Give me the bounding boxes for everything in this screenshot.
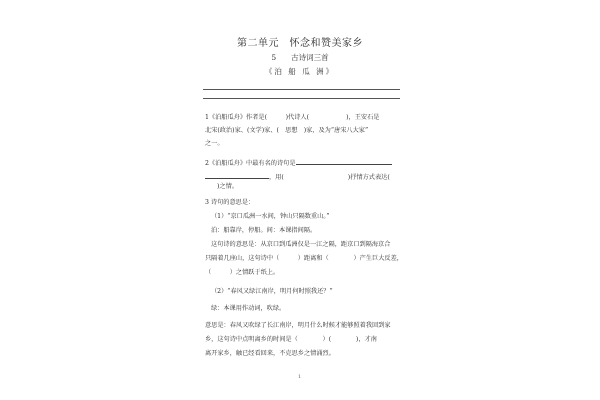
question-1-line-2: 北宋(政治)家、(文学)家、( 思想 )家，及为“唐宋八大家” <box>205 127 369 134</box>
verse-2: （2）“春风又绿江南岸，明月何时照我还？” <box>211 288 333 295</box>
question-3-heading: 3 诗句的意思是： <box>205 199 255 206</box>
verse-2-meaning-3: 离开家乡，触已经看回来，不克思乡之情涌烈。 <box>205 350 335 357</box>
lesson-subtitle: 5 古诗词三首 <box>271 53 329 62</box>
question-2-mid: ，用( <box>269 174 284 181</box>
question-1-line-1: 1《泊船瓜舟》作者是( )代诗人( )，王安石是 <box>205 114 380 121</box>
question-2-line-3 <box>205 184 238 190</box>
answer-line-2 <box>203 98 400 99</box>
verse-2-note: 绿：本课用作动词，吹绿。 <box>211 305 286 312</box>
verse-2-meaning-1: 意思是：春风又吹绿了长江南岸，明月什么时候才能够照着我回到家 <box>205 322 391 329</box>
question-2-tail: )抒情方式表达( <box>347 174 390 181</box>
unit-title: 第二单元 怀念和赞美家乡 <box>237 38 363 49</box>
question-2-line-1 <box>205 157 392 167</box>
verse-2-meaning-2: 乡，这句诗中点明离乡的时间是（ ）( )，才南 <box>205 336 377 343</box>
verse-1-meaning-2: 只隔着几座山，这句诗中（ ）距离和（ ）产生巨大反差， <box>205 255 403 262</box>
verse-1-meaning-1: 这句诗的意思是：从京口到瓜洲仅是一江之隔，距京口到隔海京合 <box>211 241 391 248</box>
verse-1: （1）“京口瓜洲一水间，钟山只隔数重山。” <box>211 213 330 220</box>
question-2-prompt: 2《泊船瓜舟》中最有名的诗句是 <box>205 160 296 167</box>
fill-blank <box>205 171 269 179</box>
question-2-line-2 <box>205 171 390 181</box>
question-2-end: )之情。 <box>217 183 238 190</box>
verse-1-meaning-3: （ ）之情跃于纸上。 <box>205 269 280 276</box>
question-1-line-3: 之一。 <box>205 140 224 147</box>
answer-line-1 <box>203 89 400 90</box>
fill-blank <box>296 157 392 165</box>
verse-1-note: 泊：船靠岸，停船。间：本课指间隔。 <box>211 227 317 234</box>
page-number: 1 <box>298 374 302 380</box>
poem-title: 《泊 船 瓜 洲》 <box>264 67 336 76</box>
